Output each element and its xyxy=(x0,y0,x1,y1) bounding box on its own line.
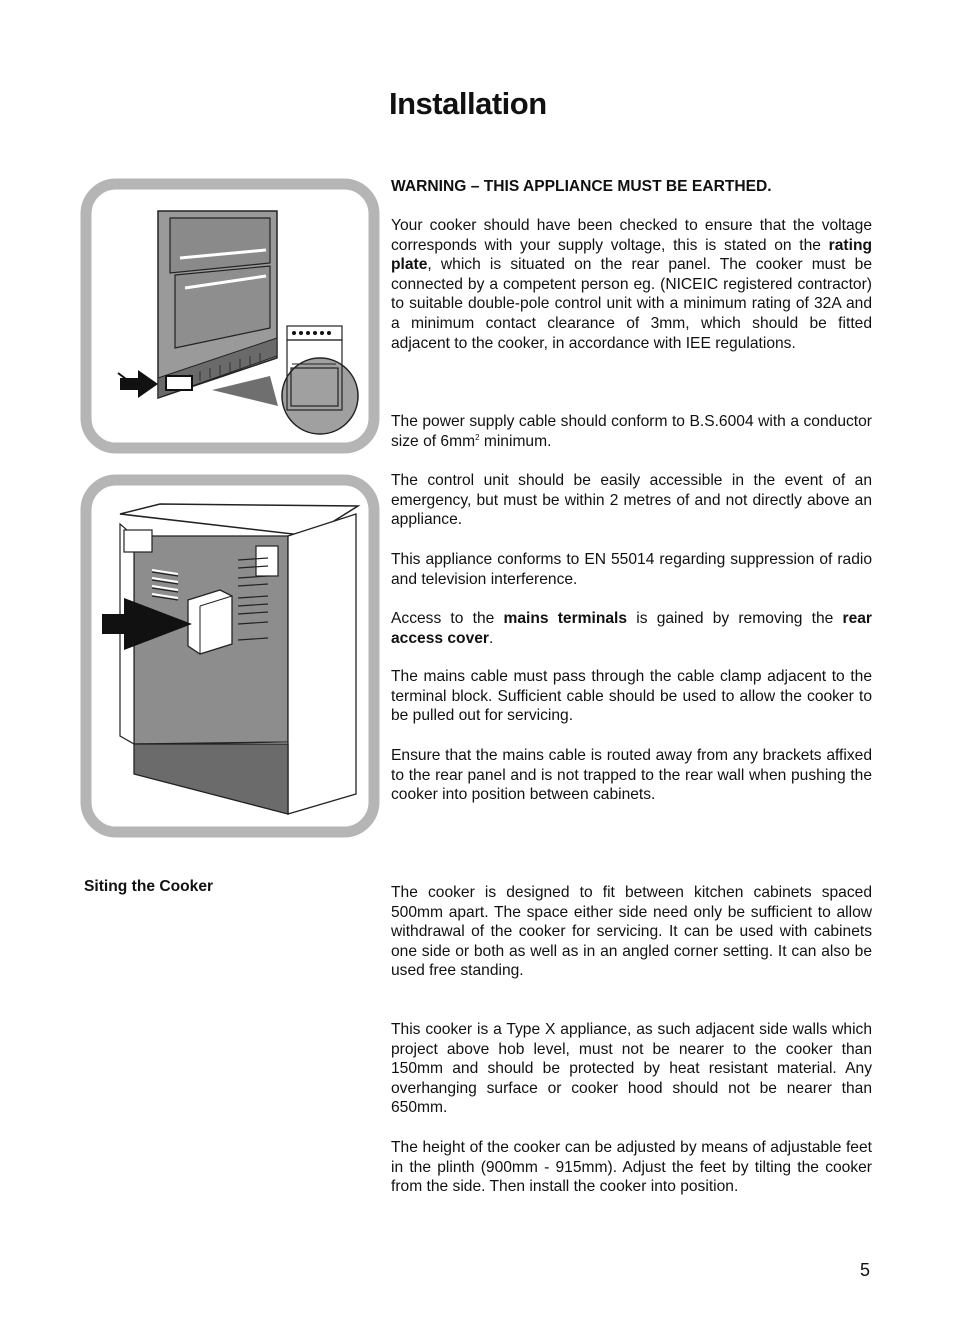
siting-heading: Siting the Cooker xyxy=(84,878,214,895)
para-siting-cabinets: The cooker is designed to fit between kitchen cabinets spaced 500mm apart. The space either side need only be sufficient to allow withdrawal of the cooker for servicing. It can be used with cabinets one side or both as well as in an angled corner setting. It can also be used free standing. xyxy=(391,884,872,980)
para-cable-routing: Ensure that the mains cable is routed away from any brackets affixed to the rear panel and is not trapped to the rear wall when pushing the cooker into position between cabinets. xyxy=(391,747,872,804)
para-cable-clamp: The mains cable must pass through the cable clamp adjacent to the terminal block. Sufficient cable should be used to allow the cooker to be pulled out for servicing. xyxy=(391,668,872,725)
para-type-x: This cooker is a Type X appliance, as such adjacent side walls which project above hob level, must not be nearer to the cooker than 150mm and should be protected by heat resistant material. Any overhanging surface or cooker hood should not be nearer than 650mm. xyxy=(391,1021,872,1117)
rating-plate-term: rating plate xyxy=(391,236,872,274)
earth-warning: WARNING – THIS APPLIANCE MUST BE EARTHED. xyxy=(391,178,772,195)
para-control-unit: The control unit should be easily accessible in the event of an emergency, but must be within 2 metres of and not directly above an appliance. xyxy=(391,472,872,529)
para-voltage: Your cooker should have been checked to ensure that the voltage corresponds with your supply voltage, this is stated on the rating plate, which is situated on the rear panel. The cooker must be connected by a competent person eg. (NICEIC registered contractor) to suitable double-pole control unit with a minimum rating of 32A and a minimum contact clearance of 3mm, which should be fitted adjacent to the cooker, in accordance with IEE regulations. xyxy=(391,217,872,352)
rear-access-cover-illustration xyxy=(80,474,380,838)
page-number: 5 xyxy=(860,1260,871,1280)
page-title: Installation xyxy=(389,86,547,121)
para-height-adjust: The height of the cooker can be adjusted by means of adjustable feet in the plinth (900mm - 915mm). Adjust the feet by tilting the cooker from the side. Then install the cooker into position. xyxy=(391,1139,872,1196)
para-mains-terminals: Access to the mains terminals is gained by removing the rear access cover. xyxy=(391,610,872,647)
para-en55014: This appliance conforms to EN 55014 regarding suppression of radio and television interference. xyxy=(391,551,872,588)
rating-plate-illustration xyxy=(80,178,380,454)
para-supply-cable: The power supply cable should conform to B.S.6004 with a conductor size of $6mm^2$ minimum. xyxy=(391,413,872,450)
